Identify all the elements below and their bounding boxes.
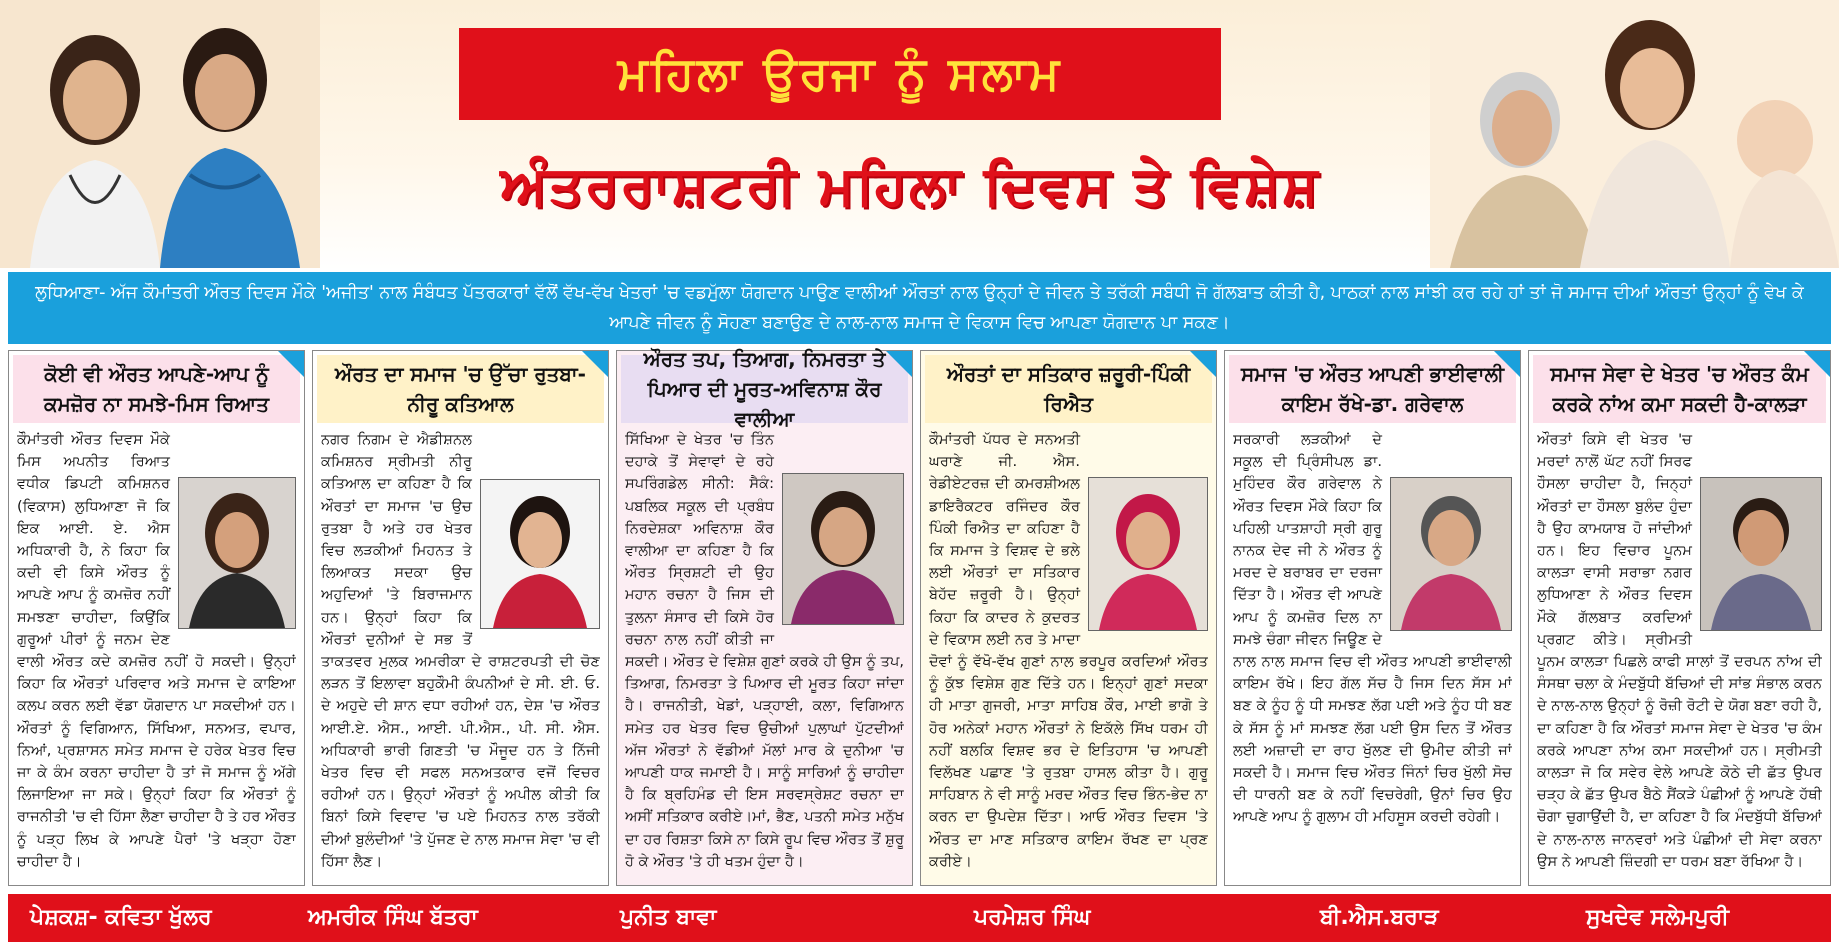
portrait-photo-1 bbox=[178, 477, 296, 629]
credit-3: ਪੁਨੀਤ ਬਾਵਾ bbox=[620, 905, 717, 930]
article-body-3 bbox=[625, 429, 904, 881]
portrait-photo-2 bbox=[480, 479, 600, 629]
article-body-6 bbox=[1537, 429, 1822, 881]
article-text-5: ਸਰਕਾਰੀ ਲੜਕੀਆਂ ਦੇ ਸਕੂਲ ਦੀ ਪ੍ਰਿੰਸੀਪਲ ਡਾ. ਮੁਹਿੰਦਰ ਕੌਰ ਗਰੇਵਾਲ ਨੇ ਔਰਤ ਦਿਵਸ ਮੌਕੇ ਕਿਹਾ ਕਿ ਪਹਿਲੀ ਪਾਤਸ਼ਾਹੀ ਸ੍ਰੀ ਗੁਰੂ ਨਾਨਕ ਦੇਵ ਜੀ ਨੇ ਔਰਤ ਨੂੰ ਮਰਦ ਦੇ ਬਰਾਬਰ ਦਾ ਦਰਜਾ ਦਿੱਤਾ ਹੈ। ਔਰਤ ਵੀ ਆਪਣੇ ਆਪ ਨੂੰ ਕਮਜ਼ੋਰ ਦਿਲ ਨਾ ਸਮਝੇ ਚੰਗਾ ਜੀਵਨ ਜਿਊਣ ਦੇ ਨਾਲ ਨਾਲ ਸਮਾਜ ਵਿਚ ਵੀ ਔਰਤ ਆਪਣੀ ਭਾਈਵਾਲੀ ਕਾਇਮ ਰੱਖੇ। ਇਹ ਗੱਲ ਸੱਚ ਹੈ ਜਿਸ ਦਿਨ ਸੱਸ ਮਾਂ ਬਣ ਕੇ ਨੂੰਹ ਨੂੰ ਧੀ ਸਮਝਣ ਲੱਗ ਪਈ ਅਤੇ ਨੂੰਹ ਧੀ ਬਣ ਕੇ ਸੱਸ ਨੂੰ ਮਾਂ ਸਮਝਣ ਲੱਗ ਪਈ ਉਸ ਦਿਨ ਤੋਂ ਔਰਤ ਲਈ ਅਜ਼ਾਦੀ ਦਾ ਰਾਹ ਖੁੱਲਣ ਦੀ ਉਮੀਦ ਕੀਤੀ ਜਾਂ ਸਕਦੀ ਹੈ। ਸਮਾਜ ਵਿਚ ਔਰਤ ਜਿੰਨਾਂ ਚਿਰ ਖੁੱਲੀ ਸੋਚ ਦੀ ਧਾਰਨੀ ਬਣ ਕੇ ਨਹੀਂ ਵਿਚਰੇਗੀ, ਉਨਾਂ ਚਿਰ ਉਹ ਆਪਣੇ ਆਪ ਨੂੰ ਗੁਲਾਮ ਹੀ ਮਹਿਸੂਸ ਕਰਦੀ ਰਹੇਗੀ। bbox=[1233, 431, 1512, 826]
banner-right-photo bbox=[1430, 0, 1839, 268]
article-text-2: ਨਗਰ ਨਿਗਮ ਦੇ ਐਡੀਸ਼ਨਲ ਕਮਿਸ਼ਨਰ ਸ੍ਰੀਮਤੀ ਨੀਰੂ ਕਤਿਆਲ ਦਾ ਕਹਿਣਾ ਹੈ ਕਿ ਔਰਤਾਂ ਦਾ ਸਮਾਜ 'ਚ ਉਚ ਰੁਤਬਾ ਹੈ ਅਤੇ ਹਰ ਖੇਤਰ ਵਿਚ ਲੜਕੀਆਂ ਮਿਹਨਤ ਤੇ ਲਿਆਕਤ ਸਦਕਾ ਉਚ ਅਹੁਦਿਆਂ 'ਤੇ ਬਿਰਾਜਮਾਨ ਹਨ। ਉਨ੍ਹਾਂ ਕਿਹਾ ਕਿ ਔਰਤਾਂ ਦੁਨੀਆਂ ਦੇ ਸਭ ਤੋਂ ਤਾਕਤਵਰ ਮੁਲਕ ਅਮਰੀਕਾ ਦੇ ਰਾਸ਼ਟਰਪਤੀ ਦੀ ਚੋਣ ਲੜਨ ਤੋਂ ਇਲਾਵਾ ਬਹੁਕੌਮੀ ਕੰਪਨੀਆਂ ਦੇ ਸੀ. ਈ. ਓ. ਦੇ ਅਹੁਦੇ ਦੀ ਸ਼ਾਨ ਵਧਾ ਰਹੀਆਂ ਹਨ, ਦੇਸ਼ 'ਚ ਔਰਤ ਆਈ.ਏ. ਐਸ., ਆਈ. ਪੀ.ਐਸ., ਪੀ. ਸੀ. ਐਸ. ਅਧਿਕਾਰੀ ਭਾਰੀ ਗਿਣਤੀ 'ਚ ਮੌਜੂਦ ਹਨ ਤੇ ਨਿੱਜੀ ਖੇਤਰ ਵਿਚ ਵੀ ਸਫਲ ਸਨਅਤਕਾਰ ਵਜੋਂ ਵਿਚਰ ਰਹੀਆਂ ਹਨ। ਉਨ੍ਹਾਂ ਔਰਤਾਂ ਨੂੰ ਅਪੀਲ ਕੀਤੀ ਕਿ ਬਿਨਾਂ ਕਿਸੇ ਵਿਵਾਦ 'ਚ ਪਏ ਮਿਹਨਤ ਨਾਲ ਤਰੱਕੀ ਦੀਆਂ ਬੁਲੰਦੀਆਂ 'ਤੇ ਪੁੱਜਣ ਦੇ ਨਾਲ ਸਮਾਜ ਸੇਵਾ 'ਚ ਵੀ ਹਿੱਸਾ ਲੈਣ। bbox=[321, 431, 600, 870]
banner-title: ਮਹਿਲਾ ਊਰਜਾ ਨੂੰ ਸਲਾਮ bbox=[617, 46, 1063, 100]
article-heading-6: ਸਮਾਜ ਸੇਵਾ ਦੇ ਖੇਤਰ 'ਚ ਔਰਤ ਕੰਮ ਕਰਕੇ ਨਾਂਅ ਕਮਾ ਸਕਦੀ ਹੈ-ਕਾਲੜਾ bbox=[1533, 355, 1826, 423]
article-column-3 bbox=[616, 347, 913, 886]
portrait-photo-6 bbox=[1700, 477, 1822, 631]
article-text-6: ਔਰਤਾਂ ਕਿਸੇ ਵੀ ਖੇਤਰ 'ਚ ਮਰਦਾਂ ਨਾਲੋਂ ਘੱਟ ਨਹੀਂ ਸਿਰਫ ਹੌਸਲਾ ਚਾਹੀਦਾ ਹੈ, ਜਿਨ੍ਹਾਂ ਔਰਤਾਂ ਦਾ ਹੌਸਲਾ ਬੁਲੰਦ ਹੁੰਦਾ ਹੈ ਉਹ ਕਾਮਯਾਬ ਹੋ ਜਾਂਦੀਆਂ ਹਨ। ਇਹ ਵਿਚਾਰ ਪੂਨਮ ਕਾਲੜਾ ਵਾਸੀ ਸਰਾਭਾ ਨਗਰ ਲੁਧਿਆਣਾ ਨੇ ਔਰਤ ਦਿਵਸ ਮੌਕੇ ਗੱਲਬਾਤ ਕਰਦਿਆਂ ਪ੍ਰਗਟ ਕੀਤੇ। ਸ੍ਰੀਮਤੀ ਪੂਨਮ ਕਾਲੜਾ ਪਿਛਲੇ ਕਾਫੀ ਸਾਲਾਂ ਤੋਂ ਦਰਪਨ ਨਾਂਅ ਦੀ ਸੰਸਥਾ ਚਲਾ ਕੇ ਮੰਦਬੁੱਧੀ ਬੱਚਿਆਂ ਦੀ ਸਾਂਭ ਸੰਭਾਲ ਕਰਨ ਦੇ ਨਾਲ-ਨਾਲ ਉਨ੍ਹਾਂ ਨੂੰ ਰੋਜ਼ੀ ਰੋਟੀ ਦੇ ਯੋਗ ਬਣਾ ਰਹੀ ਹੈ, ਦਾ ਕਹਿਣਾ ਹੈ ਕਿ ਔਰਤਾਂ ਸਮਾਜ ਸੇਵਾ ਦੇ ਖੇਤਰ 'ਚ ਕੰਮ ਕਰਕੇ ਆਪਣਾ ਨਾਂਅ ਕਮਾ ਸਕਦੀਆਂ ਹਨ। ਸ੍ਰੀਮਤੀ ਕਾਲੜਾ ਜੋ ਕਿ ਸਵੇਰ ਵੇਲੇ ਆਪਣੇ ਕੋਠੇ ਦੀ ਛੱਤ ਉਪਰ ਚੜ੍ਹ ਕੇ ਛੱਤ ਉਪਰ ਬੈਠੇ ਸੈਂਕੜੇ ਪੰਛੀਆਂ ਨੂੰ ਆਪਣੇ ਹੱਥੀ ਚੋਗਾ ਚੁਗਾਉਂਦੀ ਹੈ, ਦਾ ਕਹਿਣਾ ਹੈ ਕਿ ਮੰਦਬੁੱਧੀ ਬੱਚਿਆਂ ਦੇ ਨਾਲ-ਨਾਲ ਜਾਨਵਰਾਂ ਅਤੇ ਪੰਛੀਆਂ ਦੀ ਸੇਵਾ ਕਰਨਾ ਉਸ ਨੇ ਆਪਣੀ ਜ਼ਿੰਦਗੀ ਦਾ ਧਰਮ ਬਣਾ ਰੱਖਿਆ ਹੈ। bbox=[1537, 431, 1822, 870]
credits-footer bbox=[8, 894, 1831, 942]
intro-paragraph: ਲੁਧਿਆਣਾ- ਅੱਜ ਕੌਮਾਂਤਰੀ ਔਰਤ ਦਿਵਸ ਮੌਕੇ 'ਅਜੀਤ' ਨਾਲ ਸੰਬੰਧਤ ਪੱਤਰਕਾਰਾਂ ਵੱਲੋਂ ਵੱਖ-ਵੱਖ ਖੇਤਰਾਂ 'ਚ ਵਡਮੁੱਲਾ ਯੋਗਦਾਨ ਪਾਉਣ ਵਾਲੀਆਂ ਔਰਤਾਂ ਨਾਲ ਉਨ੍ਹਾਂ ਦੇ ਜੀਵਨ ਤੇ ਤਰੱਕੀ ਸਬੰਧੀ ਜੋ ਗੱਲਬਾਤ ਕੀਤੀ ਹੈ, ਪਾਠਕਾਂ ਨਾਲ ਸਾਂਝੀ ਕਰ ਰਹੇ ਹਾਂ ਤਾਂ ਜੋ ਸਮਾਜ ਦੀਆਂ ਔਰਤਾਂ ਉਨ੍ਹਾਂ ਨੂੰ ਵੇਖ ਕੇ ਆਪਣੇ ਜੀਵਨ ਨੂੰ ਸੋਹਣਾ ਬਣਾਉਣ ਦੇ ਨਾਲ-ਨਾਲ ਸਮਾਜ ਦੇ ਵਿਕਾਸ ਵਿਚ ਆਪਣਾ ਯੋਗਦਾਨ ਪਾ ਸਕਣ। bbox=[8, 272, 1831, 344]
article-text-3: ਸਿੱਖਿਆ ਦੇ ਖੇਤਰ 'ਚ ਤਿੰਨ ਦਹਾਕੇ ਤੋਂ ਸੇਵਾਵਾਂ ਦੇ ਰਹੇ ਸਪਰਿੰਗਡੇਲ ਸੀਨੀ: ਸੈਕੰ: ਪਬਲਿਕ ਸਕੂਲ ਦੀ ਪ੍ਰਬੰਧ ਨਿਰਦੇਸ਼ਕਾ ਅਵਿਨਾਸ਼ ਕੌਰ ਵਾਲੀਆ ਦਾ ਕਹਿਣਾ ਹੈ ਕਿ ਔਰਤ ਸ੍ਰਿਸ਼ਟੀ ਦੀ ਉਹ ਮਹਾਨ ਰਚਨਾ ਹੈ ਜਿਸ ਦੀ ਤੁਲਨਾ ਸੰਸਾਰ ਦੀ ਕਿਸੇ ਹੋਰ ਰਚਨਾ ਨਾਲ ਨਹੀਂ ਕੀਤੀ ਜਾ ਸਕਦੀ। ਔਰਤ ਦੇ ਵਿਸ਼ੇਸ਼ ਗੁਣਾਂ ਕਰਕੇ ਹੀ ਉਸ ਨੂੰ ਤਪ, ਤਿਆਗ, ਨਿਮਰਤਾ ਤੇ ਪਿਆਰ ਦੀ ਮੂਰਤ ਕਿਹਾ ਜਾਂਦਾ ਹੈ। ਰਾਜਨੀਤੀ, ਖੇਡਾਂ, ਪੜ੍ਹਾਈ, ਕਲਾ, ਵਿਗਿਆਨ ਸਮੇਤ ਹਰ ਖੇਤਰ ਵਿਚ ਉਚੀਆਂ ਪੁਲਾਘਾਂ ਪੁੱਟਦੀਆਂ ਅੱਜ ਔਰਤਾਂ ਨੇ ਵੱਡੀਆਂ ਮੱਲਾਂ ਮਾਰ ਕੇ ਦੁਨੀਆ 'ਚ ਆਪਣੀ ਧਾਕ ਜਮਾਈ ਹੈ। ਸਾਨੂੰ ਸਾਰਿਆਂ ਨੂੰ ਚਾਹੀਦਾ ਹੈ ਕਿ ਬ੍ਰਹਿਮੰਡ ਦੀ ਇਸ ਸਰਵਸ੍ਰੇਸ਼ਟ ਰਚਨਾ ਦਾ ਅਸੀਂ ਸਤਿਕਾਰ ਕਰੀਏ।ਮਾਂ, ਭੈਣ, ਪਤਨੀ ਸਮੇਤ ਮਨੁੱਖ ਦਾ ਹਰ ਰਿਸ਼ਤਾ ਕਿਸੇ ਨਾ ਕਿਸੇ ਰੂਪ ਵਿਚ ਔਰਤ ਤੋਂ ਸ਼ੁਰੂ ਹੋ ਕੇ ਔਰਤ 'ਤੇ ਹੀ ਖਤਮ ਹੁੰਦਾ ਹੈ। bbox=[625, 431, 904, 870]
article-body-1 bbox=[17, 429, 296, 881]
credit-4: ਪਰਮੇਸ਼ਰ ਸਿੰਘ bbox=[974, 905, 1091, 930]
article-heading-2: ਔਰਤ ਦਾ ਸਮਾਜ 'ਚ ਉੱਚਾ ਰੁਤਬਾ-ਨੀਰੂ ਕਤਿਆਲ bbox=[317, 355, 604, 423]
portrait-photo-3 bbox=[782, 473, 904, 625]
article-heading-3: ਔਰਤ ਤਪ, ਤਿਆਗ, ਨਿਮਰਤਾ ਤੇ ਪਿਆਰ ਦੀ ਮੂਰਤ-ਅਵਿਨਾਸ਼ ਕੌਰ ਵਾਲੀਆ bbox=[621, 355, 908, 423]
article-column-6 bbox=[1528, 350, 1831, 886]
article-text-4: ਕੌਮਾਂਤਰੀ ਪੱਧਰ ਦੇ ਸਨਅਤੀ ਘਰਾਣੇ ਜੀ. ਐਸ. ਰੇਡੀਏਟਰਜ਼ ਦੀ ਕਮਰਸ਼ੀਅਲ ਡਾਇਰੈਕਟਰ ਰਜਿੰਦਰ ਕੌਰ ਪਿੰਕੀ ਰਿਐਤ ਦਾ ਕਹਿਣਾ ਹੈ ਕਿ ਸਮਾਜ ਤੇ ਵਿਸ਼ਵ ਦੇ ਭਲੇ ਲਈ ਔਰਤਾਂ ਦਾ ਸਤਿਕਾਰ ਬੇਹੱਦ ਜ਼ਰੂਰੀ ਹੈ। ਉਨ੍ਹਾਂ ਕਿਹਾ ਕਿ ਕਾਦਰ ਨੇ ਕੁਦਰਤ ਦੇ ਵਿਕਾਸ ਲਈ ਨਰ ਤੇ ਮਾਦਾ ਦੋਵਾਂ ਨੂੰ ਵੱਖੋ-ਵੱਖ ਗੁਣਾਂ ਨਾਲ ਭਰਪੂਰ ਕਰਦਿਆਂ ਔਰਤ ਨੂੰ ਕੁੱਝ ਵਿਸ਼ੇਸ਼ ਗੁਣ ਦਿੱਤੇ ਹਨ। ਇਨ੍ਹਾਂ ਗੁਣਾਂ ਸਦਕਾ ਹੀ ਮਾਤਾ ਗੁਜਰੀ, ਮਾਤਾ ਸਾਹਿਬ ਕੌਰ, ਮਾਈ ਭਾਗੋ ਤੇ ਹੋਰ ਅਨੇਕਾਂ ਮਹਾਨ ਔਰਤਾਂ ਨੇ ਇਕੱਲੇ ਸਿੱਖ ਧਰਮ ਹੀ ਨਹੀਂ ਬਲਕਿ ਵਿਸ਼ਵ ਭਰ ਦੇ ਇਤਿਹਾਸ 'ਚ ਆਪਣੀ ਵਿਲੱਖਣ ਪਛਾਣ 'ਤੇ ਰੁਤਬਾ ਹਾਸਲ ਕੀਤਾ ਹੈ। ਗੁਰੂ ਸਾਹਿਬਾਨ ਨੇ ਵੀ ਸਾਨੂੰ ਮਰਦ ਔਰਤ ਵਿਚ ਭਿੰਨ-ਭੇਦ ਨਾ ਕਰਨ ਦਾ ਉਪਦੇਸ਼ ਦਿੱਤਾ। ਆਓ ਔਰਤ ਦਿਵਸ 'ਤੇ ਔਰਤ ਦਾ ਮਾਣ ਸਤਿਕਾਰ ਕਾਇਮ ਰੱਖਣ ਦਾ ਪ੍ਰਣ ਕਰੀਏ। bbox=[929, 431, 1208, 870]
portrait-photo-4 bbox=[1088, 477, 1208, 631]
banner-subtitle: ਅੰਤਰਰਾਸ਼ਟਰੀ ਮਹਿਲਾ ਦਿਵਸ ਤੇ ਵਿਸ਼ੇਸ਼ bbox=[500, 154, 1320, 217]
credit-2: ਅਮਰੀਕ ਸਿੰਘ ਬੱਤਰਾ bbox=[308, 905, 478, 930]
article-body-2 bbox=[321, 429, 600, 881]
article-body-5 bbox=[1233, 429, 1512, 881]
article-text-1: ਕੌਮਾਂਤਰੀ ਔਰਤ ਦਿਵਸ ਮੌਕੇ ਮਿਸ ਅਪਨੀਤ ਰਿਆਤ ਵਧੀਕ ਡਿਪਟੀ ਕਮਿਸ਼ਨਰ (ਵਿਕਾਸ) ਲੁਧਿਆਣਾ ਜੋ ਕਿ ਇਕ ਆਈ. ਏ. ਐਸ ਅਧਿਕਾਰੀ ਹੈ, ਨੇ ਕਿਹਾ ਕਿ ਕਦੀ ਵੀ ਕਿਸੇ ਔਰਤ ਨੂੰ ਆਪਣੇ ਆਪ ਨੂੰ ਕਮਜ਼ੋਰ ਨਹੀਂ ਸਮਝਣਾ ਚਾਹੀਦਾ, ਕਿਉਂਕਿ ਗੁਰੂਆਂ ਪੀਰਾਂ ਨੂੰ ਜਨਮ ਦੇਣ ਵਾਲੀ ਔਰਤ ਕਦੇ ਕਮਜ਼ੋਰ ਨਹੀਂ ਹੋ ਸਕਦੀ। ਉਨ੍ਹਾਂ ਕਿਹਾ ਕਿ ਔਰਤਾਂ ਪਰਿਵਾਰ ਅਤੇ ਸਮਾਜ ਦੇ ਕਾਇਆ ਕਲਪ ਕਰਨ ਲਈ ਵੱਡਾ ਯੋਗਦਾਨ ਪਾ ਸਕਦੀਆਂ ਹਨ। ਔਰਤਾਂ ਨੂੰ ਵਿਗਿਆਨ, ਸਿੱਖਿਆ, ਸਨਅਤ, ਵਪਾਰ, ਨਿਆਂ, ਪ੍ਰਸ਼ਾਸਨ ਸਮੇਤ ਸਮਾਜ ਦੇ ਹਰੇਕ ਖੇਤਰ ਵਿਚ ਜਾ ਕੇ ਕੰਮ ਕਰਨਾ ਚਾਹੀਦਾ ਹੈ ਤਾਂ ਜੋ ਸਮਾਜ ਨੂੰ ਅੱਗੇ ਲਿਜਾਇਆ ਜਾ ਸਕੇ। ਉਨ੍ਹਾਂ ਕਿਹਾ ਕਿ ਔਰਤਾਂ ਨੂੰ ਰਾਜਨੀਤੀ 'ਚ ਵੀ ਹਿੱਸਾ ਲੈਣਾ ਚਾਹੀਦਾ ਹੈ ਤੇ ਹਰ ਔਰਤ ਨੂੰ ਪੜ੍ਹ ਲਿਖ ਕੇ ਆਪਣੇ ਪੈਰਾਂ 'ਤੇ ਖੜ੍ਹਾ ਹੋਣਾ ਚਾਹੀਦਾ ਹੈ। bbox=[17, 431, 296, 870]
banner-left-photo bbox=[0, 0, 320, 268]
article-body-4 bbox=[929, 429, 1208, 881]
article-heading-5: ਸਮਾਜ 'ਚ ਔਰਤ ਆਪਣੀ ਭਾਈਵਾਲੀ ਕਾਇਮ ਰੱਖੇ-ਡਾ. ਗਰੇਵਾਲ bbox=[1229, 355, 1516, 423]
article-heading-4: ਔਰਤਾਂ ਦਾ ਸਤਿਕਾਰ ਜ਼ਰੂਰੀ-ਪਿੰਕੀ ਰਿਐਤ bbox=[925, 355, 1212, 423]
article-column-4 bbox=[920, 350, 1217, 886]
credit-1: ਪੇਸ਼ਕਸ਼- ਕਵਿਤਾ ਖੁੱਲਰ bbox=[30, 905, 212, 930]
banner-title-box bbox=[459, 28, 1221, 120]
article-column-5 bbox=[1224, 350, 1521, 886]
credit-6: ਸੁਖਦੇਵ ਸਲੇਮਪੁਰੀ bbox=[1586, 905, 1730, 930]
article-column-2 bbox=[312, 350, 609, 886]
banner bbox=[0, 0, 1839, 270]
credit-5: ਬੀ.ਐਸ.ਬਰਾੜ bbox=[1320, 905, 1439, 930]
article-column-1 bbox=[8, 350, 305, 886]
article-heading-1: ਕੋਈ ਵੀ ਔਰਤ ਆਪਣੇ-ਆਪ ਨੂੰ ਕਮਜ਼ੋਰ ਨਾ ਸਮਝੇ-ਮਿਸ ਰਿਆਤ bbox=[13, 355, 300, 423]
portrait-photo-5 bbox=[1390, 477, 1512, 631]
